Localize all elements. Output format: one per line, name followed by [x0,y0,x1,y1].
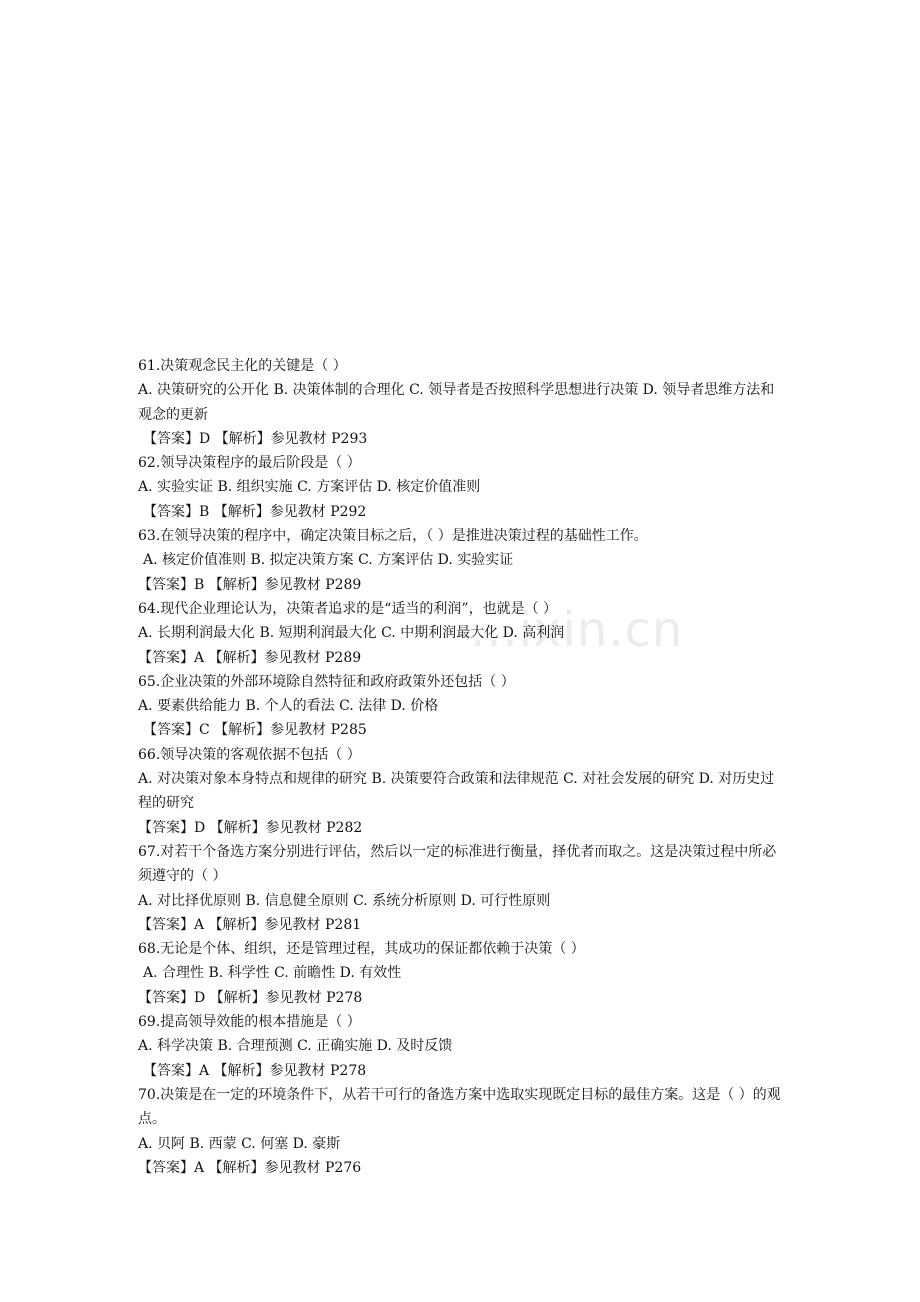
question-options: A. 贝阿 B. 西蒙 C. 何塞 D. 豪斯 [138,1135,341,1152]
question-block [138,840,788,937]
question-title: 64.现代企业理论认为，决策者追求的是“适当的利润”，也就是（ ） [138,600,558,617]
question-block [138,1083,788,1180]
question-block [138,451,788,524]
question-answer: 【答案】D 【解析】参见教材 P293 [143,430,368,447]
watermark: ...ixin.cn [470,602,684,658]
question-answer: 【答案】A 【解析】参见教材 P281 [138,916,362,933]
question-title: 65.企业决策的外部环境除自然特征和政府政策外还包括（ ） [138,673,515,690]
question-title: 69.提高领导效能的根本措施是（ ） [138,1014,361,1031]
question-block [138,354,788,451]
question-title: 61.决策观念民主化的关键是（ ） [138,358,347,374]
question-options: A. 核定价值准则 B. 拟定决策方案 C. 方案评估 D. 实验实证 [143,552,514,569]
question-answer: 【答案】B 【解析】参见教材 P292 [143,503,367,520]
question-block [138,524,788,597]
question-block [138,937,788,1010]
question-answer: 【答案】B 【解析】参见教材 P289 [138,576,362,593]
question-options: A. 要素供给能力 B. 个人的看法 C. 法律 D. 价格 [138,698,439,715]
question-title: 63.在领导决策的程序中，确定决策目标之后，（ ）是推进决策过程的基础性工作。 [138,528,648,545]
question-options: A. 决策研究的公开化 B. 决策体制的合理化 C. 领导者是否按照科学思想进行决策 D. 领导者思维方法和观念的更新 [138,382,775,423]
question-options: A. 实验实证 B. 组织实施 C. 方案评估 D. 核定价值准则 [138,479,481,496]
question-title: 67.对若干个备选方案分别进行评估，然后以一定的标准进行衡量，择优者而取之。这是决策过程中所必须遵守的（ ） [138,843,777,885]
question-answer: 【答案】C 【解析】参见教材 P285 [143,722,367,739]
question-block [138,1010,788,1083]
question-title: 62.领导决策程序的最后阶段是（ ） [138,455,361,472]
question-options: A. 对决策对象本身特点和规律的研究 B. 决策要符合政策和法律规范 C. 对社会发展的研究 D. 对历史过程的研究 [138,771,775,812]
question-title: 70.决策是在一定的环境条件下，从若干可行的备选方案中选取实现既定目标的最佳方案。这是（ ）的观点。 [138,1086,781,1128]
question-block [138,743,788,840]
question-answer: 【答案】A 【解析】参见教材 P278 [143,1062,367,1079]
question-block [138,597,788,670]
question-block [138,670,788,743]
question-answer: 【答案】A 【解析】参见教材 P276 [138,1159,362,1176]
question-options: A. 长期利润最大化 B. 短期利润最大化 C. 中期利润最大化 D. 高利润 [138,625,565,642]
question-title: 68.无论是个体、组织，还是管理过程，其成功的保证都依赖于决策（ ） [138,941,585,958]
question-list [138,354,788,1180]
question-options: A. 科学决策 B. 合理预测 C. 正确实施 D. 及时反馈 [138,1038,453,1055]
question-answer: 【答案】D 【解析】参见教材 P282 [138,819,363,836]
question-title: 66.领导决策的客观依据不包括（ ） [138,746,361,763]
question-answer: 【答案】A 【解析】参见教材 P289 [138,649,362,666]
question-answer: 【答案】D 【解析】参见教材 P278 [138,989,363,1006]
question-options: A. 合理性 B. 科学性 C. 前瞻性 D. 有效性 [143,965,402,982]
question-options: A. 对比择优原则 B. 信息健全原则 C. 系统分析原则 D. 可行性原则 [138,892,551,909]
